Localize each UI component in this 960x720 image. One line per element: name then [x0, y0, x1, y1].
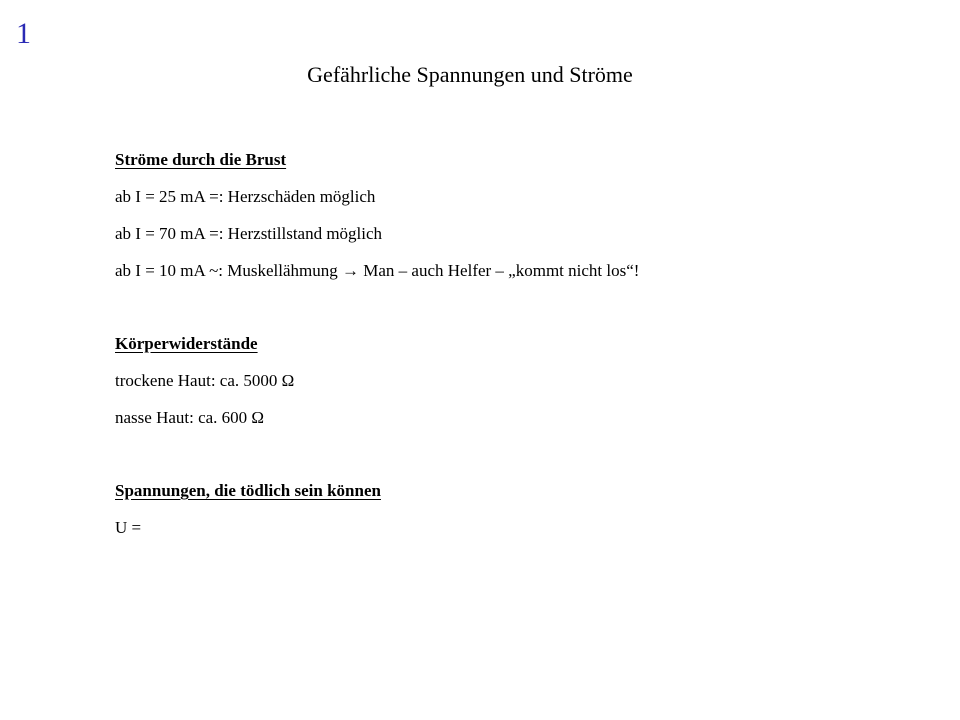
section-heading-resistances: Körperwiderstände: [115, 334, 258, 353]
section-spacer: [115, 289, 915, 325]
section-heading-voltages: Spannungen, die tödlich sein können: [115, 481, 381, 500]
current-line-heart-damage: ab I = 25 mA =: Herzschäden möglich: [115, 187, 376, 206]
slide-number: 1: [16, 17, 31, 50]
slide-content: [115, 141, 915, 546]
resistance-line-dry-skin: trockene Haut: ca. 5000 Ω: [115, 371, 295, 390]
slide-title: Gefährliche Spannungen und Ströme: [307, 62, 633, 87]
current-line-cardiac-arrest: ab I = 70 mA =: Herzstillstand möglich: [115, 224, 383, 243]
voltage-line: U =: [115, 518, 142, 537]
section-spacer: [115, 436, 915, 472]
section-heading-currents: Ströme durch die Brust: [115, 150, 287, 169]
current-line-muscle-paralysis: ab I = 10 mA ~: Muskellähmung → Man – auch Helfer – „kommt nicht los“!: [115, 261, 640, 280]
resistance-line-wet-skin: nasse Haut: ca. 600 Ω: [115, 408, 265, 427]
